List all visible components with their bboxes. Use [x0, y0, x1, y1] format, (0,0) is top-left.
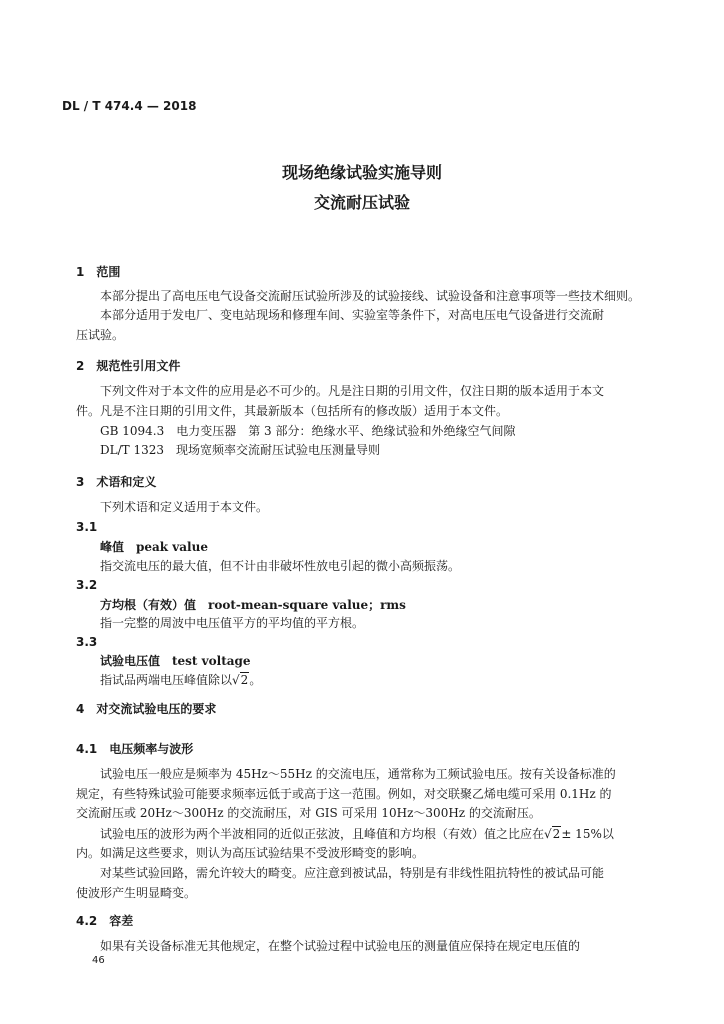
paragraph-line: 压试验。: [76, 328, 125, 342]
sqrt-radicand: 2: [240, 673, 249, 687]
sqrt-symbol: √2: [232, 673, 249, 687]
term-definition: 指一完整的周波中电压值平方的平均值的平方根。: [100, 616, 365, 630]
term-title: 方均根（有效）值 root-mean-square value；rms: [100, 598, 406, 612]
sqrt-symbol: √2: [544, 827, 561, 841]
term-number: 3.2: [76, 578, 98, 592]
paragraph-line: 内。如满足这些要求，则认为高压试验结果不受波形畸变的影响。: [76, 846, 425, 860]
paragraph-line: 本部分适用于发电厂、变电站现场和修理车间、实验室等条件下，对高电压电气设备进行交流耐: [100, 308, 605, 322]
page-subtitle: 交流耐压试验: [313, 193, 410, 212]
page-title: 现场绝缘试验实施导则: [281, 163, 442, 182]
term-number: 3.1: [76, 520, 98, 534]
term-number: 3.3: [76, 635, 98, 649]
subsection-heading: 4.2 容差: [76, 914, 134, 928]
reference-item: DL/T 1323 现场宽频率交流耐压试验电压测量导则: [100, 443, 380, 457]
term-title: 峰值 peak value: [100, 540, 208, 554]
term-definition-end: 。: [249, 673, 262, 687]
page-number: 46: [92, 955, 105, 966]
section-heading: 4 对交流试验电压的要求: [76, 702, 217, 716]
paragraph-text: 试验电压的波形为两个半波相同的近似正弦波，且峰值和方均根（有效）值之比应在: [100, 827, 545, 841]
term-definition: [100, 671, 261, 688]
paragraph-text: ± 15%以: [561, 827, 614, 841]
paragraph-line: 本部分提出了高电压电气设备交流耐压试验所涉及的试验接线、试验设备和注意事项等一些技术细则。: [100, 289, 641, 303]
paragraph-line: 对某些试验回路，需允许较大的畸变。应注意到被试品，特别是有非线性阻抗特性的被试品可能: [100, 866, 605, 880]
term-definition: 指交流电压的最大值，但不计由非破坏性放电引起的微小高频振荡。: [100, 559, 461, 573]
sqrt-radicand: 2: [552, 827, 561, 841]
section-heading: 1 范围: [76, 265, 121, 279]
paragraph-line: 件。凡是不注日期的引用文件，其最新版本（包括所有的修改版）适用于本文件。: [76, 404, 509, 418]
paragraph-line: [100, 825, 614, 842]
term-definition-text: 指试品两端电压峰值除以: [100, 673, 233, 687]
reference-item: GB 1094.3 电力变压器 第 3 部分：绝缘水平、绝缘试验和外绝缘空气间隙: [100, 424, 516, 438]
term-title: 试验电压值 test voltage: [100, 654, 251, 668]
paragraph-line: 规定，有些特殊试验可能要求频率远低于或高于这一范围。例如，对交联聚乙烯电缆可采用 0.1Hz 的: [76, 787, 612, 801]
paragraph-line: 试验电压一般应是频率为 45Hz～55Hz 的交流电压，通常称为工频试验电压。按有关设备标准的: [100, 767, 616, 781]
paragraph-line: 交流耐压或 20Hz～300Hz 的交流耐压，对 GIS 可采用 10Hz～300Hz 的交流耐压。: [76, 806, 541, 820]
paragraph-line: 使波形产生明显畸变。: [76, 886, 197, 900]
paragraph-line: 下列文件对于本文件的应用是必不可少的。凡是注日期的引用文件，仅注日期的版本适用于本文: [100, 384, 605, 398]
section-heading: 2 规范性引用文件: [76, 359, 181, 373]
paragraph-line: 如果有关设备标准无其他规定，在整个试验过程中试验电压的测量值应保持在规定电压值的: [100, 939, 581, 953]
subsection-heading: 4.1 电压频率与波形: [76, 742, 194, 756]
standard-number: DL / T 474.4 — 2018: [62, 99, 197, 113]
paragraph-line: 下列术语和定义适用于本文件。: [100, 500, 269, 514]
section-heading: 3 术语和定义: [76, 475, 157, 489]
